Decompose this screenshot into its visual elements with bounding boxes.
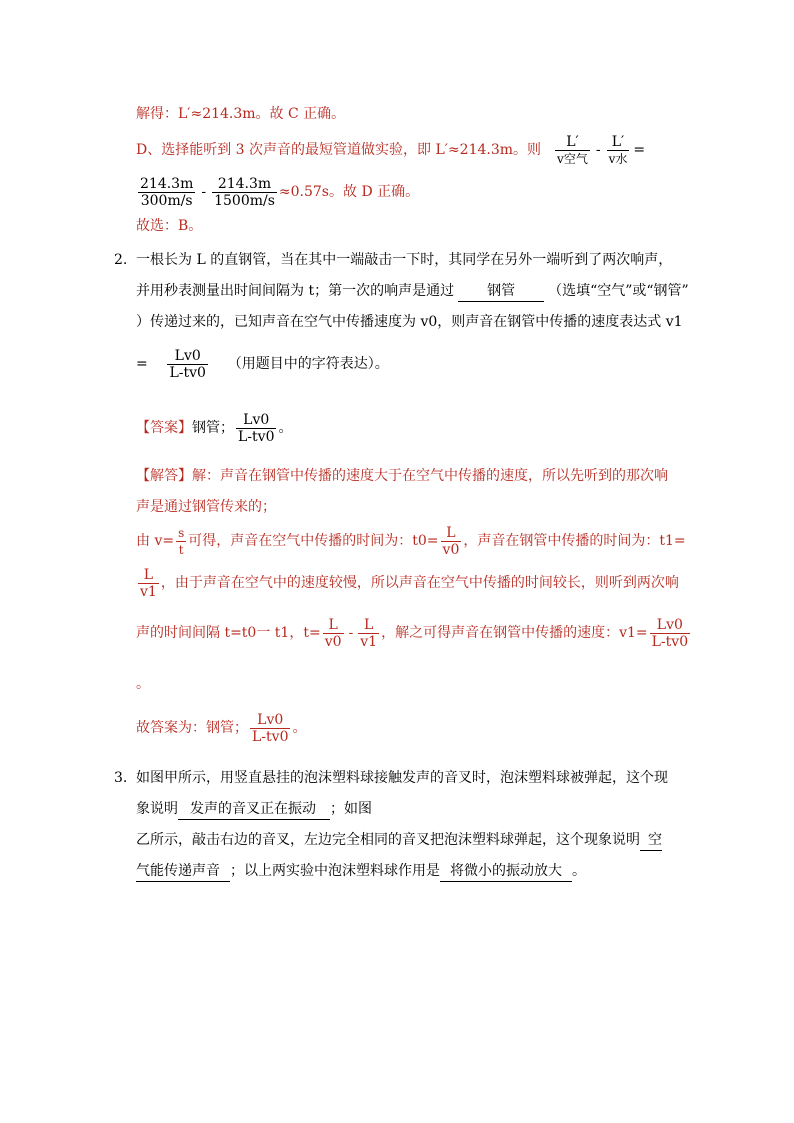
- answer-fraction: $\frac{Lv0}{L-tv0}$: [238, 411, 275, 445]
- q2-fraction: $\frac{Lv0}{L-tv0}$: [169, 347, 206, 381]
- q3-number: 3.: [114, 770, 128, 786]
- answer-label: 【答案】: [136, 420, 192, 436]
- q2-answer-blank-2: [148, 348, 228, 381]
- solution-label: 【解答】: [136, 468, 192, 484]
- q2-line-3: ）传递过来的，已知声音在空气中传播速度为 v0，则声音在钢管中传播的速度表达式 v1: [136, 314, 683, 330]
- q3-line-4: 气能传递声音 ；以上两实验中泡沫塑料球作用是 将微小的振动放大 。: [136, 861, 586, 882]
- q3-answer-blank-3: 将微小的振动放大: [440, 861, 572, 882]
- q2-solution-line-6: 。: [136, 676, 150, 692]
- q3-line-2: 象说明 发声的音叉正在振动 ；如图: [136, 799, 372, 820]
- q2-line-1: 一根长为 L 的直钢管，当在其中一端敲击一下时，其同学在另外一端听到了两次响声，: [136, 252, 673, 268]
- q2-solution-line-3: 由 v= $\frac{s}{t}$ 可得，声音在空气中传播的时间为：t0= $\frac{L}{v0}$ ，声音在钢管中传播的时间为：t1=: [136, 524, 686, 558]
- q3-line-1: 如图甲所示，用竖直悬挂的泡沫塑料球接触发声的音叉时，泡沫塑料球被弹起，这个现: [136, 770, 668, 786]
- q2-final-answer: 故答案为：钢管； $\frac{Lv0}{L-tv0}$ 。: [136, 711, 307, 745]
- q2-line-2: 并用秒表测量出时间间隔为 t；第一次的响声是通过 钢管 （选填“空气”或“钢管”: [136, 281, 689, 302]
- q2-solution-line-5: 声的时间间隔 t=t0一 t1，t= $\frac{L}{v0}$ - $\frac{L}{v1}$ ，解之可得声音在钢管中传播的速度：v1= $\frac{Lv0}{L-tv0}$: [136, 616, 689, 650]
- q2-solution-line-1: 【解答】解：声音在钢管中传播的速度大于在空气中传播的速度，所以先听到的那次响: [136, 468, 668, 484]
- q2-number: 2.: [114, 252, 128, 268]
- q2-line-4: = $\frac{Lv0}{L-tv0}$ （用题目中的字符表达）。: [136, 347, 389, 381]
- q3-line-3: 乙所示，敲击右边的音叉，左边完全相同的音叉把泡沫塑料球弹起，这个现象说明 空: [136, 830, 662, 851]
- fraction-3: $\frac{214.3m}{300m/s}$: [140, 175, 194, 209]
- q3-answer-blank-2b: 气能传递声音: [136, 861, 230, 882]
- fraction-2: $\frac{L'}{\text{v水}}$: [608, 133, 628, 166]
- prev-line-1: 解得：L′≈214.3m。故 C 正确。: [136, 106, 346, 122]
- prev-line-2: D、选择能听到 3 次声音的最短管道做实验，即 L′≈214.3m。则 $\frac{L'}{\text{v空气}}$ - $\frac{L'}{\text{v水}}$ =: [136, 133, 646, 166]
- prev-line-4: 故选：B。: [136, 218, 203, 234]
- fraction-1: $\frac{L'}{\text{v空气}}$: [557, 133, 588, 166]
- prev-line-3: $\frac{214.3m}{300m/s}$ - $\frac{214.3m}{1500m/s}$ ≈0.57s。故 D 正确。: [140, 175, 420, 209]
- q2-answer: 【答案】 钢管； $\frac{Lv0}{L-tv0}$ 。: [136, 411, 293, 445]
- q2-solution-line-2: 声是通过钢管传来的；: [136, 499, 276, 515]
- q2-solution-line-4: $\frac{L}{v1}$ ，由于声音在空气中的速度较慢，所以声音在空气中传播的时间较长，则听到两次响: [140, 566, 679, 600]
- prev-line-2-text: D、选择能听到 3 次声音的最短管道做实验，即 L′≈214.3m。则: [136, 142, 542, 158]
- fraction-4: $\frac{214.3m}{1500m/s}$: [214, 175, 275, 209]
- q3-answer-blank-2a: 空: [640, 830, 662, 851]
- q2-answer-blank-1: 钢管: [458, 281, 544, 302]
- q3-answer-blank-1: 发声的音叉正在振动: [178, 799, 330, 820]
